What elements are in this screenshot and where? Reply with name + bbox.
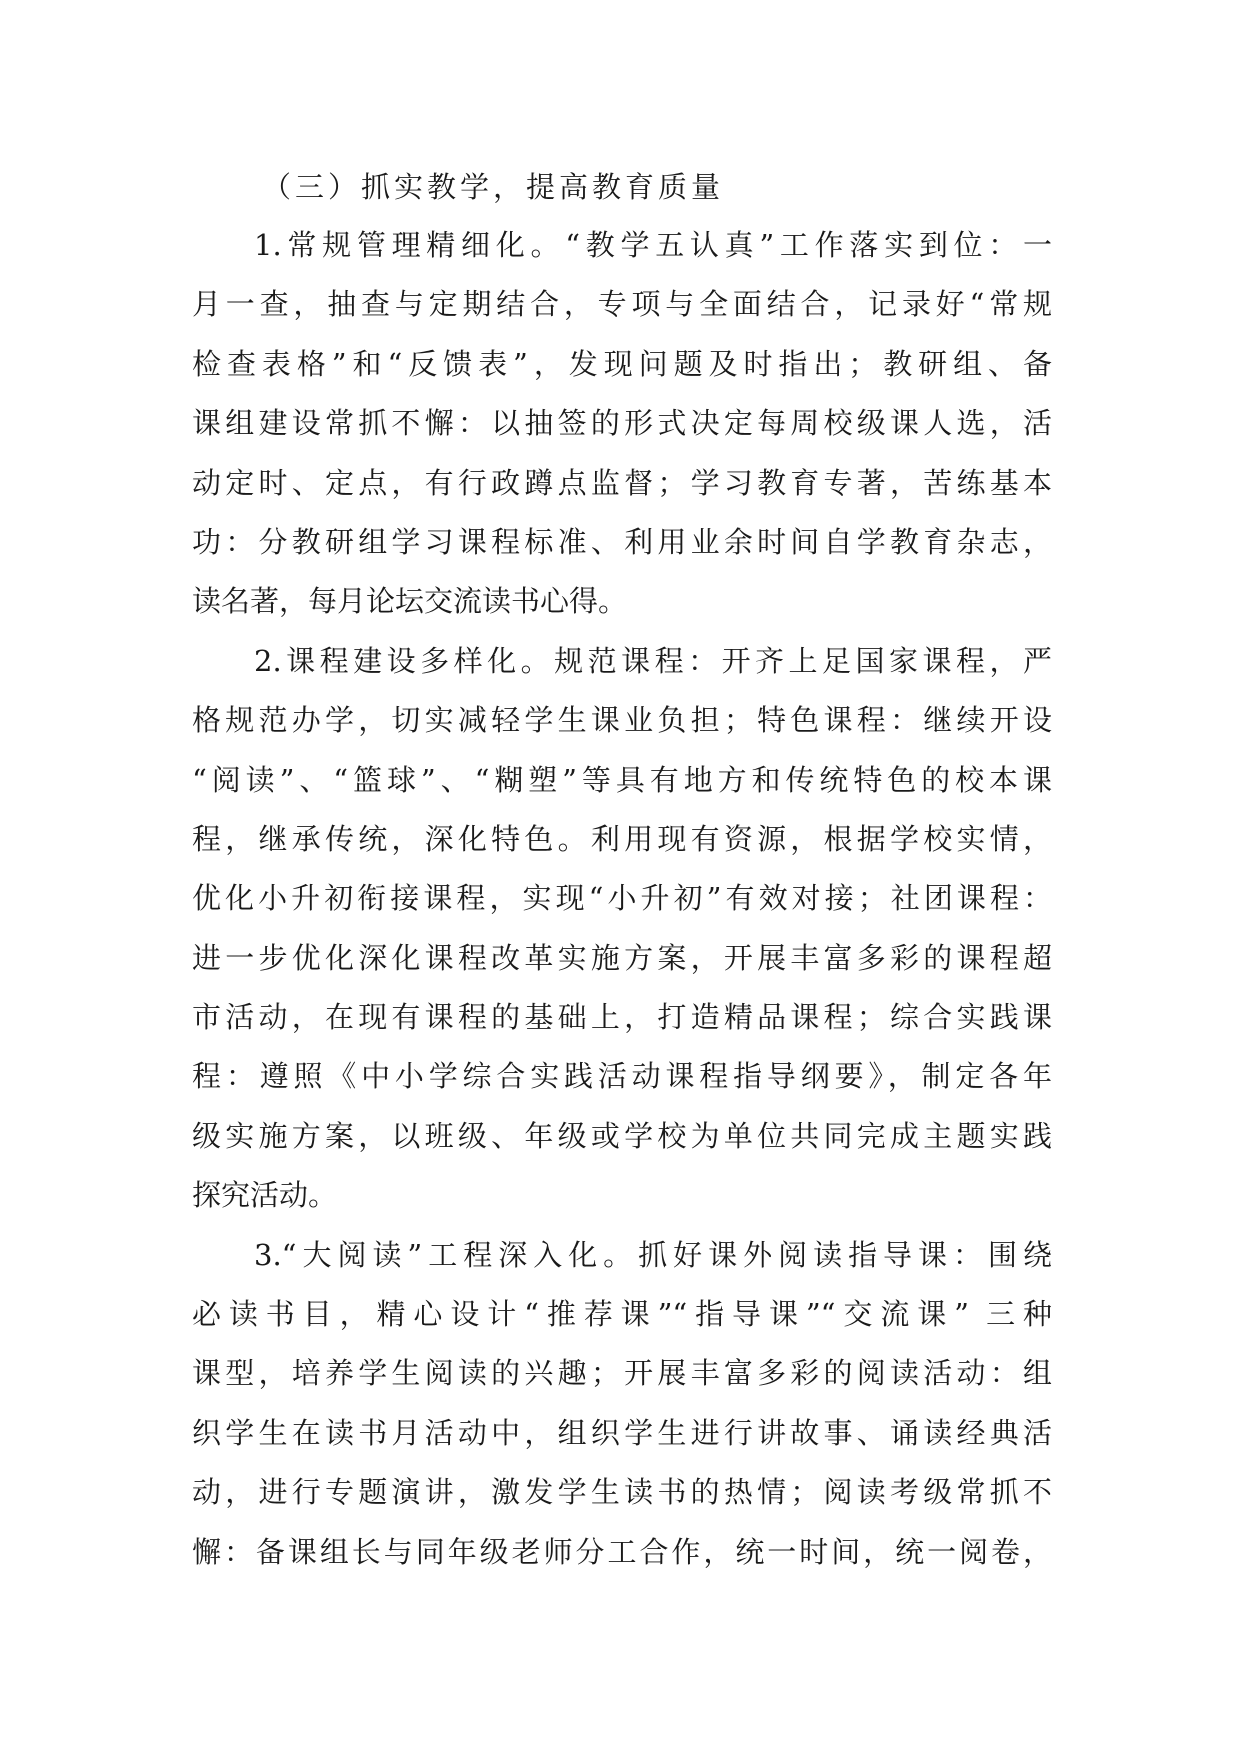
text-line: 级实施方案，以班级、年级或学校为单位共同完成主题实践 [192, 1118, 1052, 1153]
section-heading: （三）抓实教学，提高教育质量 [262, 170, 725, 204]
text-line: 课组建设常抓不懈：以抽签的形式决定每周校级课人选，活 [192, 406, 1052, 441]
text-line: 市活动，在现有课程的基础上，打造精品课程；综合实践课 [192, 1000, 1052, 1035]
text-line: 懈：备课组长与同年级老师分工合作，统一时间，统一阅卷， [192, 1534, 1052, 1569]
text-line: 必读书目，精心设计“推荐课”“指导课”“交流课” 三种 [192, 1297, 1052, 1332]
paragraph-routine-management [192, 216, 1052, 632]
text-line: 织学生在读书月活动中，组织学生进行讲故事、诵读经典活 [192, 1415, 1052, 1450]
text-line: 1.常规管理精细化。“教学五认真”工作落实到位：一 [254, 228, 1052, 262]
text-line: 3.“大阅读”工程深入化。抓好课外阅读指导课：围绕 [254, 1237, 1052, 1272]
text-line: 动定时、定点，有行政蹲点监督；学习教育专著，苦练基本 [192, 465, 1052, 500]
text-line: 动，进行专题演讲，激发学生读书的热情；阅读考级常抓不 [192, 1475, 1052, 1510]
paragraph-reading-project [192, 1226, 1052, 1582]
paragraph-curriculum-construction [192, 632, 1052, 1226]
text-line: “阅读”、“篮球”、“糊塑”等具有地方和传统特色的校本课 [192, 762, 1052, 797]
text-line: 读名著，每月论坛交流读书心得。 [192, 584, 628, 619]
text-line: 功：分教研组学习课程标准、利用业余时间自学教育杂志， [192, 524, 1052, 559]
text-line: 检查表格”和“反馈表”，发现问题及时指出；教研组、备 [192, 346, 1052, 381]
text-line: 程：遵照《中小学综合实践活动课程指导纲要》，制定各年 [192, 1059, 1052, 1094]
text-line: 优化小升初衔接课程，实现“小升初”有效对接；社团课程： [192, 881, 1052, 916]
text-line: 进一步优化深化课程改革实施方案，开展丰富多彩的课程超 [192, 940, 1052, 975]
text-line: 课型，培养学生阅读的兴趣；开展丰富多彩的阅读活动：组 [192, 1356, 1052, 1391]
text-line: 探究活动。 [192, 1178, 338, 1213]
text-line: 程，继承传统，深化特色。利用现有资源，根据学校实情， [192, 821, 1052, 856]
text-line: 格规范办学，切实减轻学生课业负担；特色课程：继续开设 [192, 703, 1052, 738]
text-line: 月一查，抽查与定期结合，专项与全面结合，记录好“常规 [192, 287, 1052, 322]
document-body [192, 158, 1052, 1582]
text-line: 2.课程建设多样化。规范课程：开齐上足国家课程，严 [254, 643, 1052, 678]
